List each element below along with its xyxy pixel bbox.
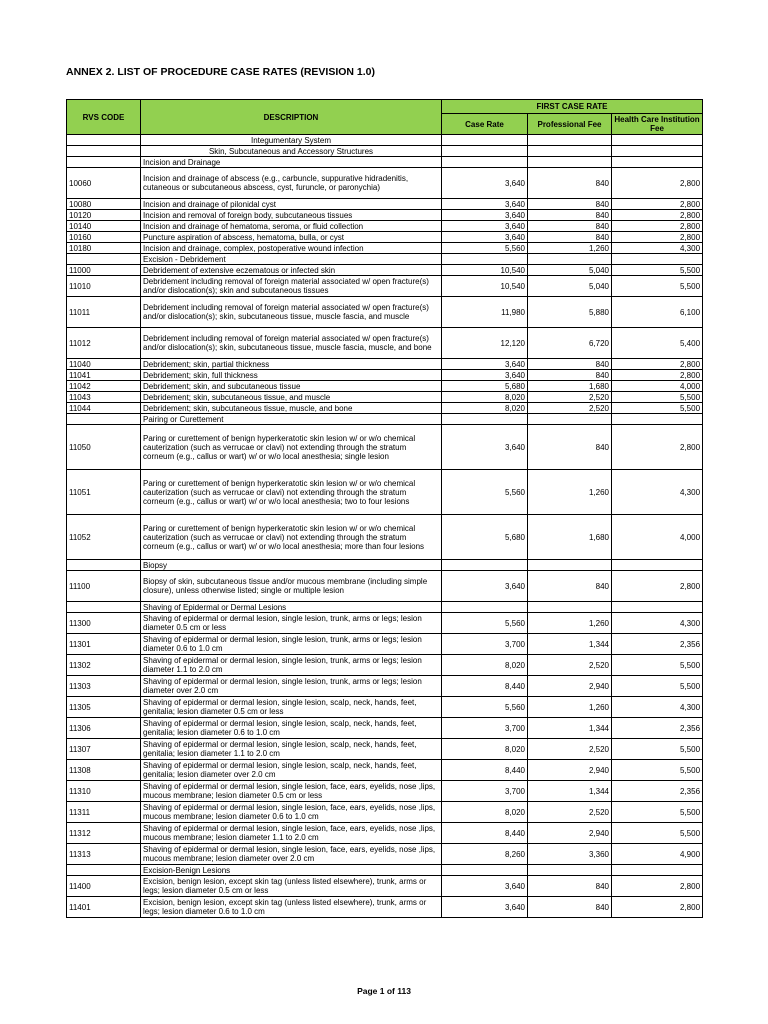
professional-fee-cell (528, 135, 612, 146)
hci-fee-cell (612, 146, 703, 157)
case-rate-cell: 3,640 (442, 425, 528, 470)
description-cell: Excision, benign lesion, except skin tag (unless listed elsewhere), trunk, arms or legs; lesion diameter 0.6 to 1.0 cm (141, 897, 442, 918)
description-cell: Debridement; skin, full thickness (141, 370, 442, 381)
case-rate-cell: 3,640 (442, 876, 528, 897)
description-cell: Incision and drainage of abscess (e.g., carbuncle, suppurative hidradenitis, cutaneous or subcutaneous abscess, cyst, furuncle, or paronychia) (141, 168, 442, 199)
section-row (67, 254, 703, 265)
table-row (67, 232, 703, 243)
table-row (67, 781, 703, 802)
rvs-code-cell: 11401 (67, 897, 141, 918)
description-cell: Biopsy of skin, subcutaneous tissue and/or mucous membrane (including simple closure), unless otherwise listed; single or multiple lesion (141, 571, 442, 602)
professional-fee-cell: 1,260 (528, 613, 612, 634)
table-row (67, 655, 703, 676)
professional-fee-cell: 2,520 (528, 403, 612, 414)
professional-fee-cell: 840 (528, 359, 612, 370)
professional-fee-cell: 840 (528, 221, 612, 232)
description-cell: Paring or curettement of benign hyperkeratotic skin lesion w/ or w/o chemical cauterization (such as verrucae or clavi) not extending through the stratum corneum (e.g., callus or wart) w/ or w/o local anesthesia; two to four lesions (141, 470, 442, 515)
rvs-code-cell: 11307 (67, 739, 141, 760)
professional-fee-cell: 840 (528, 370, 612, 381)
professional-fee-cell: 1,260 (528, 243, 612, 254)
hci-fee-cell: 5,500 (612, 403, 703, 414)
professional-fee-cell: 840 (528, 897, 612, 918)
case-rate-cell (442, 254, 528, 265)
professional-fee-cell: 2,520 (528, 655, 612, 676)
hci-fee-cell (612, 157, 703, 168)
rvs-code-cell: 11301 (67, 634, 141, 655)
hci-fee-cell (612, 560, 703, 571)
hci-fee-cell: 2,800 (612, 199, 703, 210)
description-cell: Debridement including removal of foreign material associated w/ open fracture(s) and/or dislocation(s); skin and subcutaneous tissues (141, 276, 442, 297)
rvs-code-cell (67, 254, 141, 265)
table-row (67, 739, 703, 760)
professional-fee-cell: 5,880 (528, 297, 612, 328)
hci-fee-cell: 4,300 (612, 243, 703, 254)
section-row (67, 414, 703, 425)
description-cell: Incision and drainage of hematoma, seroma, or fluid collection (141, 221, 442, 232)
header-hci-fee: Health Care Institution Fee (612, 114, 703, 135)
description-cell: Excision-Benign Lesions (141, 865, 442, 876)
section-row (67, 135, 703, 146)
table-row (67, 359, 703, 370)
section-row (67, 602, 703, 613)
hci-fee-cell: 2,800 (612, 210, 703, 221)
hci-fee-cell: 2,356 (612, 634, 703, 655)
table-row (67, 328, 703, 359)
case-rate-cell: 3,640 (442, 221, 528, 232)
rvs-code-cell: 11012 (67, 328, 141, 359)
hci-fee-cell: 2,800 (612, 897, 703, 918)
hci-fee-cell (612, 135, 703, 146)
description-cell: Shaving of epidermal or dermal lesion, single lesion, face, ears, eyelids, nose ,lips, mucous membrane; lesion diameter over 2.0 cm (141, 844, 442, 865)
case-rate-cell: 5,680 (442, 515, 528, 560)
procedure-rates-table (66, 99, 703, 918)
table-row (67, 243, 703, 254)
description-cell: Paring or curettement of benign hyperkeratotic skin lesion w/ or w/o chemical cauterization (such as verrucae or clavi) not extending through the stratum corneum (e.g., callus or wart) w/ or w/o local anesthesia; single lesion (141, 425, 442, 470)
description-cell: Skin, Subcutaneous and Accessory Structures (141, 146, 442, 157)
case-rate-cell: 8,020 (442, 655, 528, 676)
rvs-code-cell: 11305 (67, 697, 141, 718)
table-row (67, 221, 703, 232)
hci-fee-cell: 2,356 (612, 718, 703, 739)
hci-fee-cell: 2,800 (612, 221, 703, 232)
description-cell: Debridement; skin, partial thickness (141, 359, 442, 370)
description-cell: Shaving of epidermal or dermal lesion, single lesion, trunk, arms or legs; lesion diameter 0.5 cm or less (141, 613, 442, 634)
description-cell: Shaving of Epidermal or Dermal Lesions (141, 602, 442, 613)
description-cell: Debridement of extensive eczematous or infected skin (141, 265, 442, 276)
table-row (67, 199, 703, 210)
rvs-code-cell: 11051 (67, 470, 141, 515)
header-rvs-code: RVS CODE (67, 100, 141, 135)
professional-fee-cell (528, 414, 612, 425)
case-rate-cell: 3,640 (442, 370, 528, 381)
professional-fee-cell: 2,940 (528, 760, 612, 781)
hci-fee-cell: 5,500 (612, 823, 703, 844)
professional-fee-cell: 6,720 (528, 328, 612, 359)
description-cell: Paring or curettement of benign hyperkeratotic skin lesion w/ or w/o chemical cauterization (such as verrucae or clavi) not extending through the stratum corneum (e.g., callus or wart) w/ or w/o local anesthesia; more than four lesions (141, 515, 442, 560)
hci-fee-cell: 4,900 (612, 844, 703, 865)
case-rate-cell: 11,980 (442, 297, 528, 328)
rvs-code-cell (67, 414, 141, 425)
professional-fee-cell (528, 602, 612, 613)
professional-fee-cell: 1,260 (528, 470, 612, 515)
case-rate-cell: 8,440 (442, 676, 528, 697)
hci-fee-cell: 6,100 (612, 297, 703, 328)
rvs-code-cell: 11310 (67, 781, 141, 802)
table-row (67, 844, 703, 865)
table-row (67, 392, 703, 403)
professional-fee-cell (528, 157, 612, 168)
section-row (67, 865, 703, 876)
description-cell: Shaving of epidermal or dermal lesion, single lesion, face, ears, eyelids, nose ,lips, mucous membrane; lesion diameter 1.1 to 2.0 cm (141, 823, 442, 844)
professional-fee-cell: 840 (528, 168, 612, 199)
table-row (67, 697, 703, 718)
rvs-code-cell (67, 157, 141, 168)
hci-fee-cell: 2,800 (612, 168, 703, 199)
rvs-code-cell: 11300 (67, 613, 141, 634)
hci-fee-cell: 2,800 (612, 359, 703, 370)
case-rate-cell: 3,700 (442, 718, 528, 739)
case-rate-cell: 5,560 (442, 470, 528, 515)
description-cell: Shaving of epidermal or dermal lesion, single lesion, scalp, neck, hands, feet, genitalia; lesion diameter 0.6 to 1.0 cm (141, 718, 442, 739)
rvs-code-cell: 11040 (67, 359, 141, 370)
description-cell: Debridement including removal of foreign material associated w/ open fracture(s) and/or dislocation(s); skin, subcutaneous tissue, muscle fascia, muscle, and bone (141, 328, 442, 359)
case-rate-cell: 8,440 (442, 823, 528, 844)
hci-fee-cell (612, 865, 703, 876)
rvs-code-cell: 11306 (67, 718, 141, 739)
professional-fee-cell: 2,940 (528, 823, 612, 844)
description-cell: Incision and Drainage (141, 157, 442, 168)
rvs-code-cell (67, 865, 141, 876)
hci-fee-cell: 4,300 (612, 470, 703, 515)
professional-fee-cell (528, 865, 612, 876)
case-rate-cell: 5,680 (442, 381, 528, 392)
case-rate-cell: 3,700 (442, 781, 528, 802)
professional-fee-cell: 2,520 (528, 392, 612, 403)
page-footer: Page 1 of 113 (357, 986, 411, 996)
rvs-code-cell: 11000 (67, 265, 141, 276)
table-row (67, 897, 703, 918)
table-row (67, 276, 703, 297)
case-rate-cell: 3,640 (442, 232, 528, 243)
case-rate-cell: 3,640 (442, 359, 528, 370)
case-rate-cell: 8,020 (442, 802, 528, 823)
section-row (67, 146, 703, 157)
case-rate-cell: 8,020 (442, 739, 528, 760)
rvs-code-cell: 11302 (67, 655, 141, 676)
rvs-code-cell (67, 135, 141, 146)
hci-fee-cell: 4,300 (612, 697, 703, 718)
table-row (67, 381, 703, 392)
case-rate-cell: 8,260 (442, 844, 528, 865)
description-cell: Debridement including removal of foreign material associated w/ open fracture(s) and/or dislocation(s); skin, subcutaneous tissue, muscle fascia, and muscle (141, 297, 442, 328)
description-cell: Shaving of epidermal or dermal lesion, single lesion, scalp, neck, hands, feet, genitalia; lesion diameter 0.5 cm or less (141, 697, 442, 718)
case-rate-cell: 3,640 (442, 168, 528, 199)
rvs-code-cell: 11311 (67, 802, 141, 823)
description-cell: Incision and drainage, complex, postoperative wound infection (141, 243, 442, 254)
hci-fee-cell: 2,800 (612, 370, 703, 381)
professional-fee-cell: 1,260 (528, 697, 612, 718)
description-cell: Shaving of epidermal or dermal lesion, single lesion, face, ears, eyelids, nose ,lips, mucous membrane; lesion diameter 0.5 cm or less (141, 781, 442, 802)
header-first-case-rate: FIRST CASE RATE (442, 100, 703, 114)
professional-fee-cell: 840 (528, 571, 612, 602)
section-row (67, 560, 703, 571)
case-rate-cell: 10,540 (442, 265, 528, 276)
table-row (67, 297, 703, 328)
hci-fee-cell: 2,800 (612, 425, 703, 470)
table-row (67, 613, 703, 634)
table-row (67, 823, 703, 844)
case-rate-cell: 3,640 (442, 210, 528, 221)
case-rate-cell (442, 135, 528, 146)
table-row (67, 571, 703, 602)
description-cell: Incision and drainage of pilonidal cyst (141, 199, 442, 210)
description-cell: Puncture aspiration of abscess, hematoma, bulla, or cyst (141, 232, 442, 243)
case-rate-cell: 8,020 (442, 403, 528, 414)
case-rate-cell: 10,540 (442, 276, 528, 297)
description-cell: Biopsy (141, 560, 442, 571)
hci-fee-cell (612, 254, 703, 265)
case-rate-cell: 5,560 (442, 697, 528, 718)
hci-fee-cell: 4,000 (612, 381, 703, 392)
description-cell: Shaving of epidermal or dermal lesion, single lesion, scalp, neck, hands, feet, genitalia; lesion diameter over 2.0 cm (141, 760, 442, 781)
professional-fee-cell: 1,680 (528, 381, 612, 392)
hci-fee-cell: 5,500 (612, 392, 703, 403)
table-row (67, 760, 703, 781)
case-rate-cell (442, 865, 528, 876)
rvs-code-cell (67, 146, 141, 157)
document-title: ANNEX 2. LIST OF PROCEDURE CASE RATES (REVISION 1.0) (66, 66, 376, 78)
case-rate-cell: 8,440 (442, 760, 528, 781)
table-row (67, 403, 703, 414)
rvs-code-cell: 11052 (67, 515, 141, 560)
table-row (67, 802, 703, 823)
rvs-code-cell: 11303 (67, 676, 141, 697)
hci-fee-cell: 5,500 (612, 655, 703, 676)
professional-fee-cell: 1,344 (528, 634, 612, 655)
case-rate-cell (442, 414, 528, 425)
description-cell: Excision - Debridement (141, 254, 442, 265)
table-row (67, 168, 703, 199)
hci-fee-cell: 4,000 (612, 515, 703, 560)
description-cell: Incision and removal of foreign body, subcutaneous tissues (141, 210, 442, 221)
rvs-code-cell: 10140 (67, 221, 141, 232)
professional-fee-cell: 840 (528, 232, 612, 243)
hci-fee-cell: 4,300 (612, 613, 703, 634)
hci-fee-cell: 2,356 (612, 781, 703, 802)
rvs-code-cell: 11041 (67, 370, 141, 381)
hci-fee-cell: 5,500 (612, 676, 703, 697)
rvs-code-cell: 11313 (67, 844, 141, 865)
rvs-code-cell: 11011 (67, 297, 141, 328)
rvs-code-cell (67, 560, 141, 571)
table-row (67, 370, 703, 381)
professional-fee-cell (528, 560, 612, 571)
hci-fee-cell: 5,500 (612, 802, 703, 823)
professional-fee-cell: 1,680 (528, 515, 612, 560)
description-cell: Shaving of epidermal or dermal lesion, single lesion, scalp, neck, hands, feet, genitalia; lesion diameter 1.1 to 2.0 cm (141, 739, 442, 760)
rvs-code-cell: 10160 (67, 232, 141, 243)
professional-fee-cell: 1,344 (528, 781, 612, 802)
description-cell: Pairing or Curettement (141, 414, 442, 425)
hci-fee-cell (612, 602, 703, 613)
professional-fee-cell: 2,520 (528, 802, 612, 823)
description-cell: Debridement; skin, and subcutaneous tissue (141, 381, 442, 392)
case-rate-cell: 3,640 (442, 199, 528, 210)
case-rate-cell: 5,560 (442, 613, 528, 634)
section-row (67, 157, 703, 168)
description-cell: Debridement; skin, subcutaneous tissue, and muscle (141, 392, 442, 403)
case-rate-cell: 12,120 (442, 328, 528, 359)
rvs-code-cell: 11312 (67, 823, 141, 844)
case-rate-cell: 3,640 (442, 897, 528, 918)
hci-fee-cell: 5,500 (612, 265, 703, 276)
professional-fee-cell: 840 (528, 210, 612, 221)
rvs-code-cell: 11050 (67, 425, 141, 470)
table-row (67, 425, 703, 470)
table-row (67, 265, 703, 276)
professional-fee-cell (528, 146, 612, 157)
hci-fee-cell: 5,500 (612, 739, 703, 760)
rvs-code-cell: 11308 (67, 760, 141, 781)
rvs-code-cell: 11042 (67, 381, 141, 392)
rvs-code-cell: 10180 (67, 243, 141, 254)
rvs-code-cell: 10120 (67, 210, 141, 221)
header-case-rate: Case Rate (442, 114, 528, 135)
rvs-code-cell: 11044 (67, 403, 141, 414)
description-cell: Excision, benign lesion, except skin tag (unless listed elsewhere), trunk, arms or legs; lesion diameter 0.5 cm or less (141, 876, 442, 897)
table-row (67, 210, 703, 221)
header-professional-fee: Professional Fee (528, 114, 612, 135)
table-row (67, 876, 703, 897)
table-row (67, 676, 703, 697)
rvs-code-cell: 10060 (67, 168, 141, 199)
rvs-code-cell: 11010 (67, 276, 141, 297)
hci-fee-cell: 2,800 (612, 876, 703, 897)
description-cell: Shaving of epidermal or dermal lesion, single lesion, trunk, arms or legs; lesion diameter 1.1 to 2.0 cm (141, 655, 442, 676)
professional-fee-cell: 2,940 (528, 676, 612, 697)
case-rate-cell (442, 560, 528, 571)
description-cell: Shaving of epidermal or dermal lesion, single lesion, trunk, arms or legs; lesion diameter over 2.0 cm (141, 676, 442, 697)
table-row (67, 718, 703, 739)
case-rate-cell (442, 146, 528, 157)
professional-fee-cell: 2,520 (528, 739, 612, 760)
table-row (67, 470, 703, 515)
professional-fee-cell: 3,360 (528, 844, 612, 865)
rate-rows (67, 135, 703, 918)
rvs-code-cell: 11100 (67, 571, 141, 602)
case-rate-cell (442, 157, 528, 168)
hci-fee-cell: 5,400 (612, 328, 703, 359)
hci-fee-cell: 2,800 (612, 571, 703, 602)
header-description: DESCRIPTION (141, 100, 442, 135)
rvs-code-cell (67, 602, 141, 613)
professional-fee-cell: 840 (528, 876, 612, 897)
rvs-code-cell: 11400 (67, 876, 141, 897)
professional-fee-cell: 5,040 (528, 276, 612, 297)
professional-fee-cell (528, 254, 612, 265)
table-row (67, 515, 703, 560)
description-cell: Integumentary System (141, 135, 442, 146)
case-rate-cell: 3,640 (442, 571, 528, 602)
professional-fee-cell: 5,040 (528, 265, 612, 276)
hci-fee-cell: 5,500 (612, 760, 703, 781)
rvs-code-cell: 11043 (67, 392, 141, 403)
case-rate-cell (442, 602, 528, 613)
case-rate-cell: 8,020 (442, 392, 528, 403)
professional-fee-cell: 1,344 (528, 718, 612, 739)
professional-fee-cell: 840 (528, 199, 612, 210)
professional-fee-cell: 840 (528, 425, 612, 470)
hci-fee-cell: 2,800 (612, 232, 703, 243)
table-row (67, 634, 703, 655)
case-rate-cell: 3,700 (442, 634, 528, 655)
hci-fee-cell: 5,500 (612, 276, 703, 297)
hci-fee-cell (612, 414, 703, 425)
description-cell: Shaving of epidermal or dermal lesion, single lesion, face, ears, eyelids, nose ,lips, mucous membrane; lesion diameter 0.6 to 1.0 cm (141, 802, 442, 823)
description-cell: Debridement; skin, subcutaneous tissue, muscle, and bone (141, 403, 442, 414)
case-rate-cell: 5,560 (442, 243, 528, 254)
rvs-code-cell: 10080 (67, 199, 141, 210)
description-cell: Shaving of epidermal or dermal lesion, single lesion, trunk, arms or legs; lesion diameter 0.6 to 1.0 cm (141, 634, 442, 655)
